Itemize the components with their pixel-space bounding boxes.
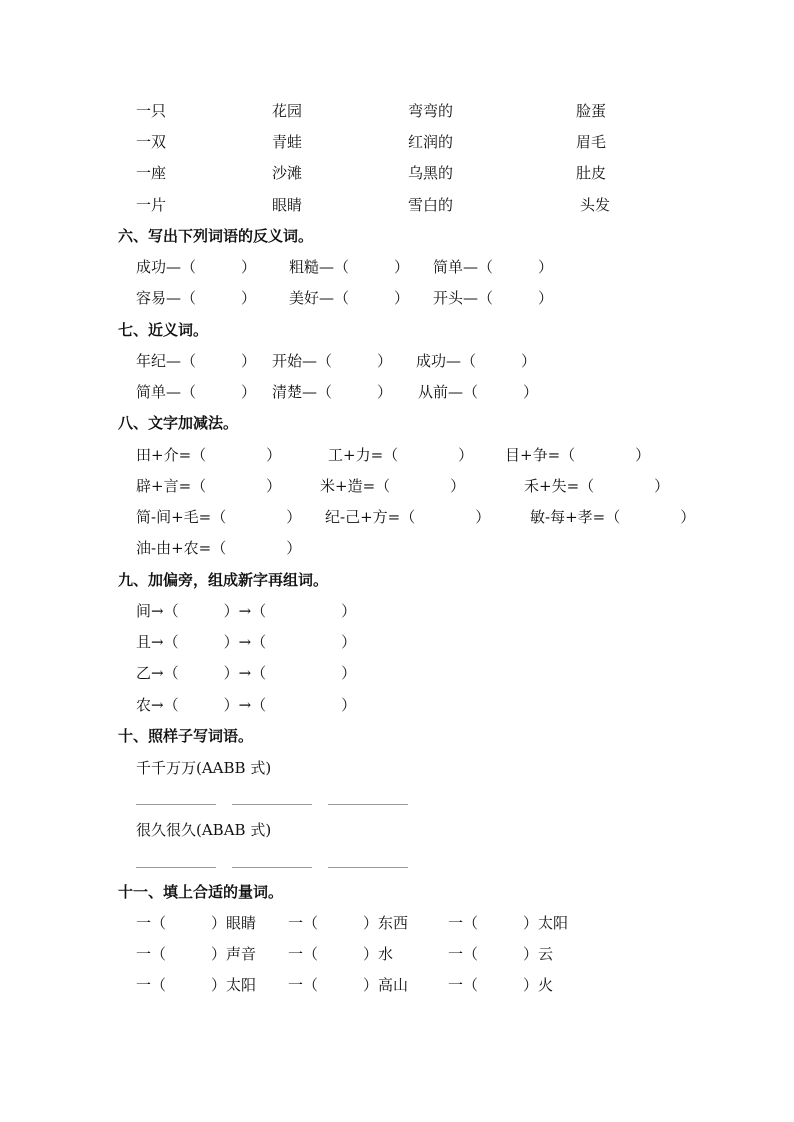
antonym-item: 成功—（ ） (136, 258, 257, 276)
answer-line[interactable] (328, 804, 408, 805)
answer-line[interactable] (328, 867, 408, 868)
char-math-item: 工+力=（ ） (328, 446, 474, 464)
antonym-item: 美好—（ ） (289, 289, 410, 307)
measure-word: 一双 (136, 133, 167, 151)
answer-line[interactable] (232, 867, 312, 868)
char-math-item: 辟+言=（ ） (136, 477, 282, 495)
char-math-item: 田+介=（ ） (136, 446, 282, 464)
antonym-item: 开头—（ ） (433, 289, 554, 307)
body-part: 眉毛 (576, 133, 607, 151)
classifier-item: 一（ ）太阳 (448, 914, 569, 932)
answer-line[interactable] (136, 867, 216, 868)
classifier-item: 一（ ）东西 (288, 914, 409, 932)
answer-line[interactable] (232, 804, 312, 805)
section-7-title: 七、近义词。 (118, 321, 209, 339)
synonym-item: 简单—（ ） (136, 383, 257, 401)
noun: 花园 (272, 102, 303, 120)
char-math-item: 简-间+毛=（ ） (136, 508, 302, 526)
classifier-item: 一（ ）太阳 (136, 976, 257, 994)
classifier-item: 一（ ）高山 (288, 976, 409, 994)
noun: 眼睛 (272, 196, 303, 214)
adjective: 红润的 (408, 133, 454, 151)
section-6-title: 六、写出下列词语的反义词。 (118, 227, 314, 245)
char-math-item: 油-由+农=（ ） (136, 539, 302, 557)
char-math-item: 禾+失=（ ） (524, 477, 670, 495)
radical-item: 间→（ ）→（ ） (136, 602, 357, 620)
classifier-item: 一（ ）声音 (136, 945, 257, 963)
measure-word: 一片 (136, 196, 167, 214)
antonym-item: 简单—（ ） (433, 258, 554, 276)
classifier-item: 一（ ）火 (448, 976, 554, 994)
classifier-item: 一（ ）云 (448, 945, 554, 963)
measure-word: 一座 (136, 164, 167, 182)
section-10-title: 十、照样子写词语。 (118, 727, 254, 745)
section-8-title: 八、文字加减法。 (118, 414, 239, 432)
section-9-title: 九、加偏旁，组成新字再组词。 (118, 571, 329, 589)
noun: 青蛙 (272, 133, 303, 151)
synonym-item: 开始—（ ） (272, 352, 393, 370)
answer-line[interactable] (136, 804, 216, 805)
body-part: 脸蛋 (576, 102, 607, 120)
char-math-item: 米+造=（ ） (320, 477, 466, 495)
char-math-item: 纪-己+方=（ ） (325, 508, 491, 526)
adjective: 雪白的 (408, 196, 454, 214)
adjective: 乌黑的 (408, 164, 454, 182)
section-11-title: 十一、填上合适的量词。 (118, 883, 284, 901)
classifier-item: 一（ ）水 (288, 945, 394, 963)
adjective: 弯弯的 (408, 102, 454, 120)
noun: 沙滩 (272, 164, 303, 182)
classifier-item: 一（ ）眼睛 (136, 914, 257, 932)
radical-item: 农→（ ）→（ ） (136, 696, 357, 714)
body-part: 头发 (580, 196, 611, 214)
synonym-item: 从前—（ ） (418, 383, 539, 401)
body-part: 肚皮 (576, 164, 607, 182)
example-abab: 很久很久(ABAB 式) (136, 821, 272, 839)
example-aabb: 千千万万(AABB 式) (136, 759, 272, 777)
synonym-item: 年纪—（ ） (136, 352, 257, 370)
antonym-item: 容易—（ ） (136, 289, 257, 307)
synonym-item: 清楚—（ ） (272, 383, 393, 401)
synonym-item: 成功—（ ） (416, 352, 537, 370)
antonym-item: 粗糙—（ ） (289, 258, 410, 276)
char-math-item: 目+争=（ ） (505, 446, 651, 464)
char-math-item: 敏-每+孝=（ ） (530, 508, 696, 526)
radical-item: 乙→（ ）→（ ） (136, 664, 357, 682)
measure-word: 一只 (136, 102, 167, 120)
radical-item: 且→（ ）→（ ） (136, 633, 357, 651)
